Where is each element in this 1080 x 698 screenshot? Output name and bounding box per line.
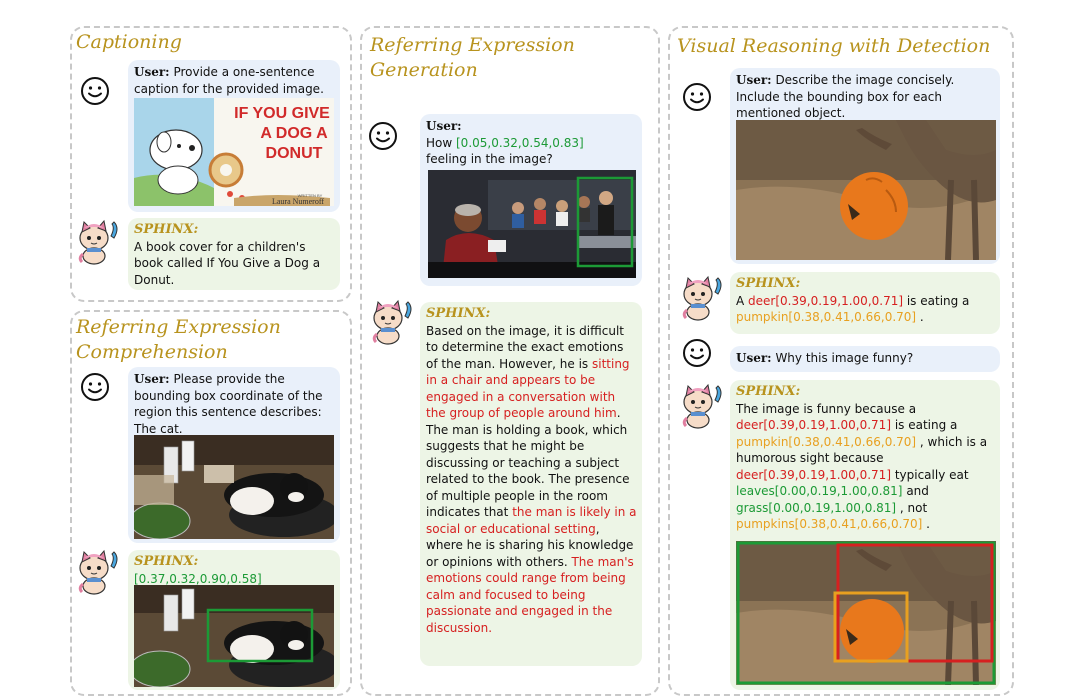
reasoning-s2-f: , not (896, 500, 928, 515)
generation-user-post: feeling in the image? (426, 152, 553, 166)
smiley-face-icon (80, 76, 110, 106)
generation-user-bbox: [0.05,0.32,0.54,0.83] (456, 135, 584, 150)
captioning-sphinx-bubble (128, 218, 340, 290)
reasoning-s2-g: . (922, 517, 930, 531)
smiley-face-icon (368, 121, 398, 151)
book-title-line-1: IF YOU GIVE (234, 105, 330, 122)
reasoning-s2-d: typically eat (891, 467, 969, 482)
comprehension-title-1: Referring Expression (76, 316, 281, 338)
book-title-line-3: DONUT (265, 145, 323, 162)
deer-pumpkin-detection-image (736, 541, 996, 685)
generation-seg5: , where he is sharing his knowledge or opinions with others. (426, 521, 634, 569)
book-written-by: WRITTEN BY (297, 193, 323, 198)
reasoning-s2-deer2: deer[0.39,0.19,1.00,0.71] (736, 467, 891, 482)
sphinx-mascot-icon (74, 548, 122, 596)
smiley-face-icon (682, 338, 712, 368)
generation-seg3: . The man is holding a book, which suggests that he might be discussing or teaching a subject related to the book. The presence of multiple people in the room indicates that (426, 406, 630, 519)
reasoning-s2-grass: grass[0.00,0.19,1.00,0.81] (736, 500, 897, 515)
reasoning-s2-e: and (902, 484, 929, 498)
reasoning-s2-c: , which is a humorous sight because (736, 434, 988, 465)
cat-with-box-image (134, 585, 334, 687)
reasoning-user1-text: Describe the image concisely. Include the bounding box for each mentioned object. (736, 73, 955, 120)
classroom-image (428, 170, 636, 278)
captioning-title: Captioning (76, 31, 182, 53)
comprehension-bbox-text: [0.37,0.32,0.90,0.58] (134, 571, 262, 586)
visual-reasoning-title: Visual Reasoning with Detection (677, 35, 991, 57)
user-label: User: (134, 65, 170, 79)
reasoning-s1-b: is eating a (903, 293, 970, 308)
generation-sphinx-bubble (420, 302, 642, 666)
reasoning-sphinx1-bubble (730, 272, 1000, 334)
user-label: User: (736, 73, 772, 87)
sphinx-label: SPHINX: (736, 276, 801, 291)
sphinx-mascot-icon (678, 274, 726, 322)
generation-title-1: Referring Expression (370, 34, 575, 56)
comprehension-user-text: Please provide the bounding box coordinate of the region this sentence describes: The cat. (134, 372, 323, 436)
sphinx-mascot-icon (678, 382, 726, 430)
generation-seg6: The man's emotions could range from being calm and focused to being passionate and engaged in the discussion. (426, 554, 634, 635)
reasoning-s1-deer: deer[0.39,0.19,1.00,0.71] (748, 293, 904, 308)
reasoning-s2-deer: deer[0.39,0.19,1.00,0.71] (736, 418, 891, 432)
book-author: Laura Numeroff (271, 197, 325, 206)
sphinx-mascot-icon (368, 298, 416, 346)
reasoning-s2-b: is eating a (891, 418, 958, 432)
sphinx-label: SPHINX: (736, 384, 801, 399)
reasoning-s2-a: The image is funny because a (736, 401, 917, 416)
reasoning-s2-pumpkin: pumpkin[0.38,0.41,0.66,0.70] (736, 434, 917, 449)
cat-on-desk-image (134, 435, 334, 539)
smiley-face-icon (682, 82, 712, 112)
generation-user-pre: How (426, 135, 456, 150)
generation-title-2: Generation (370, 59, 478, 81)
reasoning-s2-leaves: leaves[0.00,0.19,1.00,0.81] (736, 484, 903, 498)
reasoning-s1-pumpkin: pumpkin[0.38,0.41,0.66,0.70] (736, 310, 917, 324)
sphinx-label: SPHINX: (134, 222, 199, 237)
reasoning-user2-text: Why this image funny? (775, 351, 914, 365)
book-title-line-2: A DOG A (260, 125, 328, 142)
reasoning-s2-pumpkins: pumpkins[0.38,0.41,0.66,0.70] (736, 517, 923, 531)
sphinx-label: SPHINX: (134, 554, 199, 569)
generation-seg1: Based on the image, it is difficult to determine the exact emotions of the man. However, he is (426, 323, 624, 371)
smiley-face-icon (80, 372, 110, 402)
comprehension-title-2: Comprehension (76, 341, 228, 363)
user-label: User: (134, 372, 170, 386)
reasoning-user2-bubble (730, 346, 1000, 372)
reasoning-s1-c: . (916, 310, 924, 324)
reasoning-s1-a: A (736, 293, 749, 308)
book-cover-image (134, 98, 334, 206)
user-label: User: (426, 119, 462, 133)
generation-seg2: sitting in a chair and appears to be engaged in a conversation with the group of people around him (426, 356, 630, 420)
sphinx-mascot-icon (74, 218, 122, 266)
captioning-user-text: Provide a one-sentence caption for the provided image. (134, 65, 324, 96)
captioning-sphinx-text: A book cover for a children's book called If You Give a Dog a Donut. (134, 239, 321, 287)
user-label: User: (736, 351, 772, 365)
generation-seg4: the man is likely in a social or educational setting (426, 505, 637, 536)
deer-pumpkin-image (736, 120, 996, 260)
sphinx-label: SPHINX: (426, 306, 491, 321)
